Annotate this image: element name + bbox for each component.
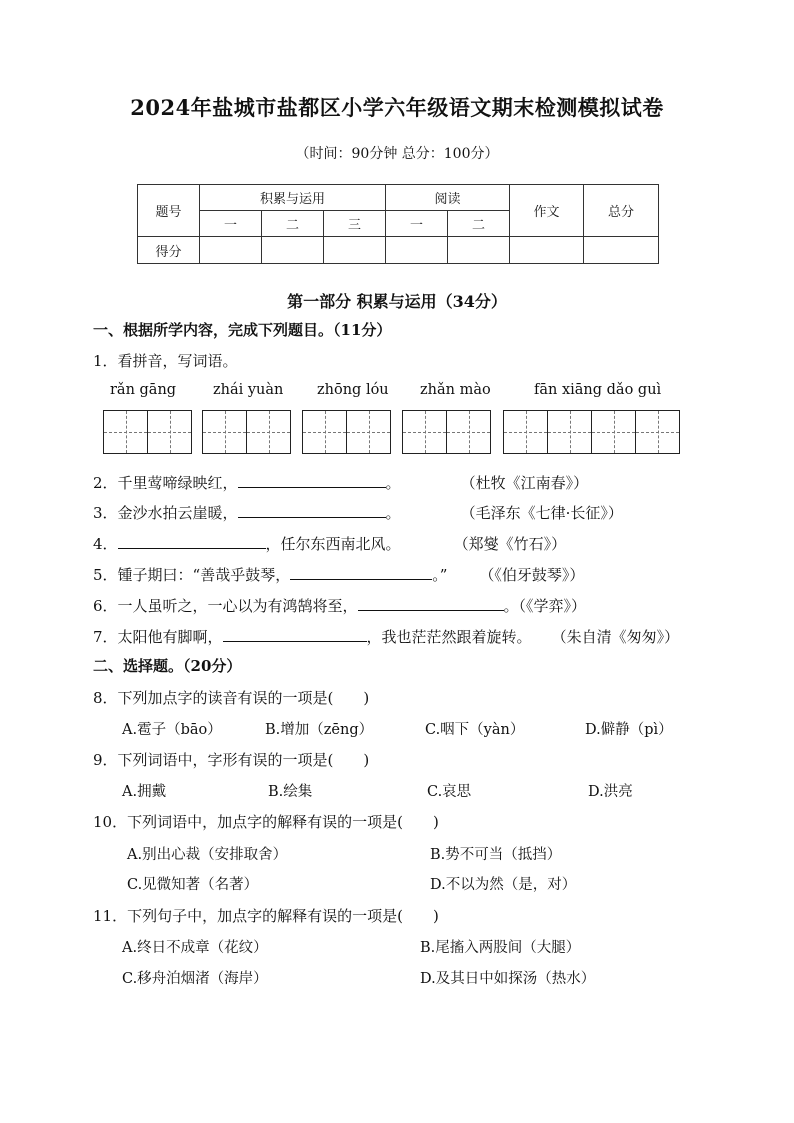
- answer-blank[interactable]: [238, 501, 386, 518]
- q8-option-b[interactable]: B.增加（zēng）: [265, 722, 374, 738]
- q9-option-a[interactable]: A.拥戴: [122, 784, 167, 800]
- section2-heading: 二、选择题。（20分）: [93, 657, 242, 675]
- q4-line: 4． ，任尔东西南北风。 （郑燮《竹石》）: [93, 532, 566, 554]
- score-table-sub: 一: [386, 211, 448, 237]
- section1-heading: 一、根据所学内容，完成下列题目。（11分）: [93, 321, 392, 339]
- score-table-header-composition: 作文: [510, 185, 584, 237]
- score-table-header-total: 总分: [584, 185, 659, 237]
- q10-option-c[interactable]: C.见微知著（名著）: [127, 877, 259, 893]
- score-cell[interactable]: [448, 237, 510, 264]
- answer-blank[interactable]: [118, 532, 266, 549]
- q8-option-c[interactable]: C.咽下（yàn）: [425, 722, 525, 738]
- score-cell[interactable]: [386, 237, 448, 264]
- exam-title: 2024年盐城市盐都区小学六年级语文期末检测模拟试卷: [130, 95, 664, 120]
- answer-blank[interactable]: [358, 594, 504, 611]
- q11-option-d[interactable]: D.及其日中如探汤（热水）: [420, 971, 596, 987]
- score-cell[interactable]: [200, 237, 262, 264]
- q9-option-b[interactable]: B.绘集: [268, 784, 313, 800]
- score-table-sub: 三: [324, 211, 386, 237]
- writing-grid-4[interactable]: [402, 410, 491, 456]
- answer-blank[interactable]: [223, 625, 367, 642]
- score-table: [137, 184, 659, 264]
- score-table-header-tihao: 题号: [138, 185, 200, 237]
- q11-option-b[interactable]: B.尾搐入两股间（大腿）: [420, 940, 581, 956]
- score-table-header-group1: 积累与运用: [200, 185, 386, 211]
- q10-stem: 10．下列词语中，加点字的解释有误的一项是( ): [93, 813, 439, 831]
- writing-grid-2[interactable]: [202, 410, 291, 456]
- answer-blank[interactable]: [290, 563, 432, 580]
- q9-stem: 9．下列词语中，字形有误的一项是( ): [93, 751, 370, 769]
- score-table-sub: 一: [200, 211, 262, 237]
- q7-line: 7．太阳他有脚啊， ，我也茫茫然跟着旋转。 （朱自清《匆匆》）: [93, 625, 679, 647]
- score-cell[interactable]: [262, 237, 324, 264]
- q2-line: 2．千里莺啼绿映红， 。 （杜牧《江南春》）: [93, 471, 588, 493]
- q11-stem: 11．下列句子中，加点字的解释有误的一项是( ): [93, 907, 439, 925]
- q11-option-a[interactable]: A.终日不成章（花纹）: [122, 940, 268, 956]
- q1-stem: 1．看拼音，写词语。: [93, 352, 238, 370]
- q10-option-b[interactable]: B.势不可当（抵挡）: [430, 847, 562, 863]
- pinyin-5: fān xiāng dǎo guì: [534, 382, 662, 398]
- score-table-sub: 二: [448, 211, 510, 237]
- score-table-header-group2: 阅读: [386, 185, 510, 211]
- score-table-row-label: 得分: [138, 237, 200, 264]
- answer-blank[interactable]: [238, 471, 386, 488]
- q9-option-d[interactable]: D.洪亮: [588, 784, 633, 800]
- pinyin-1: rǎn gāng: [110, 382, 177, 398]
- pinyin-2: zhái yuàn: [213, 382, 284, 398]
- q8-option-d[interactable]: D.僻静（pì）: [585, 722, 673, 738]
- q6-line: 6．一人虽听之，一心以为有鸿鹄将至， 。（《学弈》）: [93, 594, 586, 616]
- score-cell[interactable]: [584, 237, 659, 264]
- q3-line: 3．金沙水拍云崖暖， 。 （毛泽东《七律·长征》）: [93, 501, 623, 523]
- q10-option-a[interactable]: A.别出心裁（安排取舍）: [127, 847, 288, 863]
- writing-grid-1[interactable]: [103, 410, 192, 456]
- score-cell[interactable]: [324, 237, 386, 264]
- q9-option-c[interactable]: C.哀思: [427, 784, 472, 800]
- part1-heading: 第一部分 积累与运用（34分）: [287, 292, 507, 311]
- writing-grid-5[interactable]: [503, 410, 680, 456]
- pinyin-4: zhǎn mào: [420, 382, 491, 398]
- exam-subtitle: （时间：90分钟 总分：100分）: [295, 146, 499, 162]
- q10-option-d[interactable]: D.不以为然（是，对）: [430, 877, 577, 893]
- writing-grid-3[interactable]: [302, 410, 391, 456]
- score-table-sub: 二: [262, 211, 324, 237]
- q8-stem: 8．下列加点字的读音有误的一项是( ): [93, 689, 370, 707]
- q5-line: 5．锺子期曰：“善哉乎鼓琴， 。” （《伯牙鼓琴》）: [93, 563, 584, 585]
- q8-option-a[interactable]: A.雹子（bāo）: [122, 722, 222, 738]
- score-cell[interactable]: [510, 237, 584, 264]
- pinyin-3: zhōng lóu: [317, 382, 389, 398]
- q11-option-c[interactable]: C.移舟泊烟渚（海岸）: [122, 971, 268, 987]
